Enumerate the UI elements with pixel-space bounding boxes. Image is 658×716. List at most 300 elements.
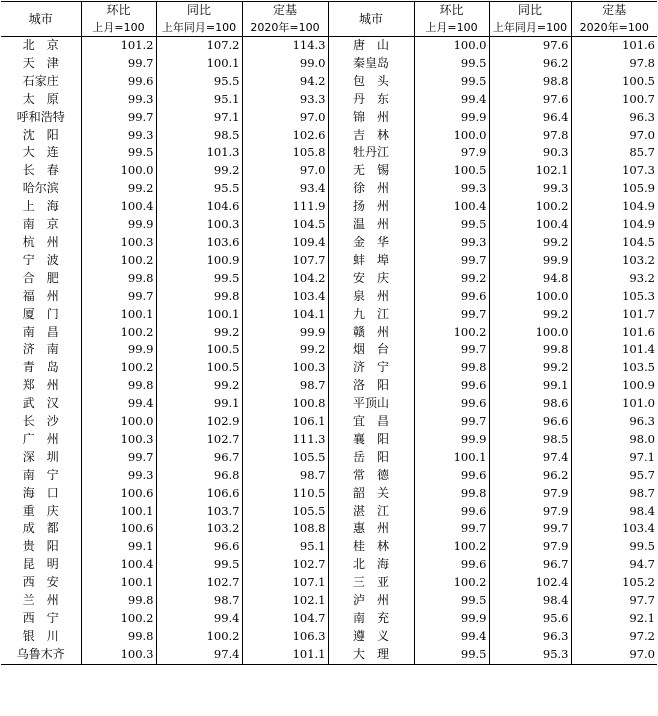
base-cell: 111.9 [242,198,328,216]
yoy-cell: 101.3 [156,144,242,162]
city-cell: 重 庆 [22,503,59,518]
yoy-cell: 99.2 [156,162,242,180]
mom-cell: 99.4 [414,91,489,109]
mom-cell: 100.5 [414,162,489,180]
city-cell: 济 宁 [328,359,414,377]
base-cell: 101.6 [571,324,657,342]
city-cell: 三 亚 [328,574,414,592]
table-row [1,449,657,467]
mom-cell: 99.6 [414,467,489,485]
table-row [1,162,657,180]
yoy-cell: 99.2 [156,377,242,395]
yoy-cell: 96.7 [489,556,571,574]
city-cell: 大 理 [328,646,414,664]
city-cell: 福 州 [22,288,59,303]
base-cell: 100.5 [571,73,657,91]
mom-cell: 99.7 [414,413,489,431]
city-cell: 九 江 [328,306,414,324]
table-row [1,431,657,449]
yoy-cell: 99.1 [156,395,242,413]
mom-cell: 99.5 [414,646,489,664]
city-cell: 丹 东 [328,91,414,109]
mom-cell: 99.9 [414,431,489,449]
base-cell: 110.5 [242,485,328,503]
table-row [1,288,657,306]
table-row [1,592,657,610]
base-cell: 105.2 [571,574,657,592]
mom-cell: 100.6 [81,520,156,538]
yoy-cell: 96.2 [489,467,571,485]
mom-cell: 99.7 [414,341,489,359]
table-row [1,341,657,359]
table-row [1,485,657,503]
mom-cell: 99.7 [414,252,489,270]
base-cell: 107.1 [242,574,328,592]
base-cell: 99.5 [571,538,657,556]
base-cell: 104.9 [571,198,657,216]
mom-cell: 99.4 [414,628,489,646]
base-cell: 104.5 [242,216,328,234]
yoy-cell: 100.3 [156,216,242,234]
mom-cell: 100.1 [81,306,156,324]
base-cell: 101.4 [571,341,657,359]
mom-cell: 100.0 [81,162,156,180]
base-cell: 95.1 [242,538,328,556]
city-cell: 遵 义 [328,628,414,646]
mom-cell: 99.6 [414,556,489,574]
yoy-cell: 97.6 [489,37,571,55]
yoy-cell: 94.8 [489,270,571,288]
yoy-cell: 102.1 [489,162,571,180]
city-cell: 哈尔滨 [22,181,59,196]
mom-cell: 100.2 [81,252,156,270]
mom-cell: 99.3 [81,467,156,485]
city-cell: 泉 州 [328,288,414,306]
table-row [1,413,657,431]
base-cell: 103.4 [242,288,328,306]
yoy-cell: 99.8 [156,288,242,306]
mom-cell: 99.5 [414,592,489,610]
mom-cell: 99.7 [81,109,156,127]
base-cell: 96.3 [571,413,657,431]
base-cell: 99.9 [242,324,328,342]
yoy-cell: 99.1 [489,377,571,395]
city-cell: 合 肥 [22,270,59,285]
mom-cell: 99.5 [81,144,156,162]
base-cell: 108.8 [242,520,328,538]
city-cell: 乌鲁木齐 [1,646,81,664]
base-cell: 101.7 [571,306,657,324]
base-cell: 104.5 [571,234,657,252]
base-cell: 107.7 [242,252,328,270]
yoy-cell: 99.4 [156,610,242,628]
yoy-cell: 97.6 [489,91,571,109]
yoy-cell: 107.2 [156,37,242,55]
base-cell: 100.3 [242,359,328,377]
table-row [1,306,657,324]
city-cell: 兰 州 [22,593,59,608]
mom-cell: 99.2 [414,270,489,288]
table-row [1,395,657,413]
yoy-cell: 99.5 [156,270,242,288]
yoy-cell: 96.7 [156,449,242,467]
base-cell: 96.3 [571,109,657,127]
yoy-cell: 102.4 [489,574,571,592]
mom-column-header: 环比 [81,2,156,20]
table-row [1,359,657,377]
city-cell: 北 海 [328,556,414,574]
city-cell: 桂 林 [328,538,414,556]
yoy-cell: 95.3 [489,646,571,664]
mom-cell: 100.3 [81,431,156,449]
yoy-cell: 98.5 [156,127,242,145]
base-cell: 97.7 [571,592,657,610]
base-cell: 95.7 [571,467,657,485]
city-cell: 岳 阳 [328,449,414,467]
base-cell: 105.3 [571,288,657,306]
base-cell: 106.3 [242,628,328,646]
mom-cell: 100.2 [414,574,489,592]
mom-cell: 100.4 [414,198,489,216]
city-cell: 襄 阳 [328,431,414,449]
yoy-cell: 97.1 [156,109,242,127]
city-cell: 上 海 [22,199,59,214]
mom-cell: 100.4 [81,198,156,216]
city-cell: 杭 州 [22,234,59,249]
table-row [1,610,657,628]
mom-cell: 97.9 [414,144,489,162]
mom-cell: 99.9 [414,610,489,628]
city-cell: 厦 门 [22,306,59,321]
mom-cell: 100.6 [81,485,156,503]
base-cell: 93.2 [571,270,657,288]
yoy-cell: 100.2 [156,628,242,646]
mom-cell: 100.2 [414,324,489,342]
yoy-cell: 96.3 [489,628,571,646]
table-row [1,377,657,395]
table-header [1,2,657,37]
base-cell: 98.7 [242,467,328,485]
yoy-cell: 100.0 [489,288,571,306]
yoy-cell: 98.4 [489,592,571,610]
table-row [1,198,657,216]
table-row [1,538,657,556]
yoy-cell: 96.2 [489,55,571,73]
yoy-cell: 99.9 [489,252,571,270]
base-subheader: 2020年=100 [571,19,657,37]
city-cell: 宁 波 [22,252,59,267]
base-cell: 97.0 [242,109,328,127]
yoy-cell: 100.9 [156,252,242,270]
base-cell: 107.3 [571,162,657,180]
table-row [1,234,657,252]
yoy-cell: 95.1 [156,91,242,109]
base-cell: 94.2 [242,73,328,91]
city-cell: 牡丹江 [328,144,414,162]
table-row [1,180,657,198]
yoy-cell: 98.5 [489,431,571,449]
mom-column-header: 环比 [414,2,489,20]
city-cell: 西 安 [22,575,59,590]
yoy-cell: 99.7 [489,520,571,538]
mom-cell: 99.3 [414,180,489,198]
mom-cell: 99.7 [414,520,489,538]
mom-cell: 100.0 [414,37,489,55]
base-cell: 100.9 [571,377,657,395]
city-cell: 唐 山 [328,37,414,55]
mom-cell: 99.5 [414,55,489,73]
mom-cell: 99.6 [81,73,156,91]
yoy-cell: 100.1 [156,55,242,73]
table-row [1,216,657,234]
table-row [1,574,657,592]
base-cell: 105.5 [242,449,328,467]
base-cell: 99.2 [242,341,328,359]
city-cell: 湛 江 [328,503,414,521]
base-column-header: 定基 [571,2,657,20]
yoy-cell: 99.2 [489,359,571,377]
base-cell: 102.7 [242,556,328,574]
base-subheader: 2020年=100 [242,19,328,37]
yoy-cell: 100.5 [156,341,242,359]
city-cell: 锦 州 [328,109,414,127]
mom-cell: 100.1 [81,503,156,521]
mom-cell: 99.7 [81,288,156,306]
city-cell: 韶 关 [328,485,414,503]
yoy-cell: 90.3 [489,144,571,162]
base-cell: 114.3 [242,37,328,55]
table-row [1,109,657,127]
mom-cell: 99.8 [414,359,489,377]
mom-cell: 99.8 [81,592,156,610]
base-cell: 98.7 [242,377,328,395]
yoy-cell: 95.5 [156,73,242,91]
mom-cell: 99.2 [81,180,156,198]
base-cell: 100.8 [242,395,328,413]
price-index-table [1,1,657,665]
table-row [1,127,657,145]
city-cell: 常 德 [328,467,414,485]
table-row [1,73,657,91]
yoy-cell: 104.6 [156,198,242,216]
city-cell: 郑 州 [22,378,59,393]
yoy-cell: 97.8 [489,127,571,145]
city-column-header: 城市 [328,2,414,37]
base-cell: 102.1 [242,592,328,610]
table-row [1,91,657,109]
mom-cell: 99.5 [414,73,489,91]
yoy-cell: 102.9 [156,413,242,431]
mom-cell: 100.2 [81,324,156,342]
yoy-column-header: 同比 [489,2,571,20]
city-cell: 成 都 [22,521,59,536]
city-cell: 南 京 [22,217,59,232]
yoy-subheader: 上年同月=100 [156,19,242,37]
base-cell: 109.4 [242,234,328,252]
mom-cell: 99.8 [414,485,489,503]
base-cell: 101.1 [242,646,328,664]
base-cell: 104.7 [242,610,328,628]
city-cell: 泸 州 [328,592,414,610]
table-row [1,270,657,288]
base-cell: 98.4 [571,503,657,521]
mom-cell: 99.3 [414,234,489,252]
yoy-cell: 97.9 [489,485,571,503]
yoy-cell: 98.7 [156,592,242,610]
mom-cell: 99.1 [81,538,156,556]
city-cell: 惠 州 [328,520,414,538]
yoy-cell: 99.2 [156,324,242,342]
city-cell: 徐 州 [328,180,414,198]
city-cell: 蚌 埠 [328,252,414,270]
mom-cell: 99.8 [81,270,156,288]
yoy-cell: 100.5 [156,359,242,377]
mom-cell: 99.9 [81,341,156,359]
base-cell: 105.9 [571,180,657,198]
table-row [1,144,657,162]
yoy-cell: 97.9 [489,538,571,556]
base-cell: 97.0 [242,162,328,180]
yoy-cell: 100.1 [156,306,242,324]
mom-cell: 99.8 [81,628,156,646]
yoy-cell: 96.8 [156,467,242,485]
base-cell: 97.2 [571,628,657,646]
mom-cell: 99.6 [414,377,489,395]
table-row [1,324,657,342]
city-cell: 包 头 [328,73,414,91]
yoy-cell: 103.6 [156,234,242,252]
city-cell: 石家庄 [22,73,59,88]
table-row [1,37,657,55]
city-cell: 深 圳 [22,449,59,464]
city-cell: 天 津 [22,55,59,70]
base-cell: 97.1 [571,449,657,467]
mom-cell: 99.3 [81,91,156,109]
base-cell: 102.6 [242,127,328,145]
city-cell: 广 州 [22,431,59,446]
base-column-header: 定基 [242,2,328,20]
yoy-cell: 106.6 [156,485,242,503]
city-cell: 赣 州 [328,324,414,342]
city-cell: 济 南 [22,342,59,357]
base-cell: 94.7 [571,556,657,574]
yoy-cell: 97.4 [156,646,242,664]
yoy-cell: 98.8 [489,73,571,91]
mom-subheader: 上月=100 [414,19,489,37]
base-cell: 97.8 [571,55,657,73]
table-row [1,252,657,270]
base-cell: 101.0 [571,395,657,413]
mom-cell: 101.2 [81,37,156,55]
city-cell: 青 岛 [22,360,59,375]
city-cell: 海 口 [22,485,59,500]
yoy-cell: 99.2 [489,234,571,252]
table-body [1,37,657,665]
city-cell: 沈 阳 [22,127,59,142]
mom-cell: 100.3 [81,234,156,252]
yoy-cell: 100.4 [489,216,571,234]
yoy-subheader: 上年同月=100 [489,19,571,37]
city-cell: 北 京 [22,38,59,52]
yoy-cell: 97.4 [489,449,571,467]
mom-cell: 99.8 [81,377,156,395]
mom-cell: 99.9 [414,109,489,127]
mom-cell: 100.2 [414,538,489,556]
city-cell: 温 州 [328,216,414,234]
mom-cell: 100.2 [81,359,156,377]
city-cell: 扬 州 [328,198,414,216]
mom-cell: 100.3 [81,646,156,664]
yoy-cell: 100.2 [489,198,571,216]
base-cell: 97.0 [571,127,657,145]
mom-cell: 99.4 [81,395,156,413]
table-row [1,55,657,73]
mom-cell: 100.1 [81,574,156,592]
city-cell: 太 原 [22,91,59,106]
city-cell: 长 沙 [22,414,59,429]
city-cell: 武 汉 [22,396,59,411]
city-cell: 大 连 [22,145,59,160]
base-cell: 106.1 [242,413,328,431]
city-cell: 吉 林 [328,127,414,145]
base-cell: 98.0 [571,431,657,449]
city-cell: 安 庆 [328,270,414,288]
base-cell: 92.1 [571,610,657,628]
base-cell: 101.6 [571,37,657,55]
yoy-cell: 99.3 [489,180,571,198]
mom-cell: 99.6 [414,503,489,521]
base-cell: 97.0 [571,646,657,664]
base-cell: 105.5 [242,503,328,521]
table-row [1,646,657,664]
yoy-cell: 95.5 [156,180,242,198]
city-cell: 无 锡 [328,162,414,180]
city-cell: 南 昌 [22,324,59,339]
city-cell: 银 川 [22,628,59,643]
base-cell: 103.2 [571,252,657,270]
yoy-cell: 102.7 [156,574,242,592]
base-cell: 111.3 [242,431,328,449]
mom-cell: 99.9 [81,216,156,234]
mom-cell: 99.6 [414,288,489,306]
table-row [1,467,657,485]
mom-cell: 99.7 [81,55,156,73]
base-cell: 103.5 [571,359,657,377]
city-cell: 秦皇岛 [328,55,414,73]
mom-cell: 99.5 [414,216,489,234]
city-cell: 金 华 [328,234,414,252]
city-cell: 南 充 [328,610,414,628]
base-cell: 100.7 [571,91,657,109]
table-row [1,628,657,646]
city-cell: 宜 昌 [328,413,414,431]
yoy-cell: 103.2 [156,520,242,538]
city-cell: 烟 台 [328,341,414,359]
base-cell: 99.0 [242,55,328,73]
yoy-cell: 96.6 [156,538,242,556]
mom-cell: 100.0 [414,127,489,145]
yoy-cell: 96.6 [489,413,571,431]
base-cell: 93.4 [242,180,328,198]
mom-cell: 100.2 [81,610,156,628]
mom-cell: 99.6 [414,395,489,413]
base-cell: 105.8 [242,144,328,162]
yoy-cell: 97.9 [489,503,571,521]
yoy-cell: 100.0 [489,324,571,342]
yoy-cell: 99.5 [156,556,242,574]
mom-cell: 99.3 [81,127,156,145]
mom-cell: 100.1 [414,449,489,467]
